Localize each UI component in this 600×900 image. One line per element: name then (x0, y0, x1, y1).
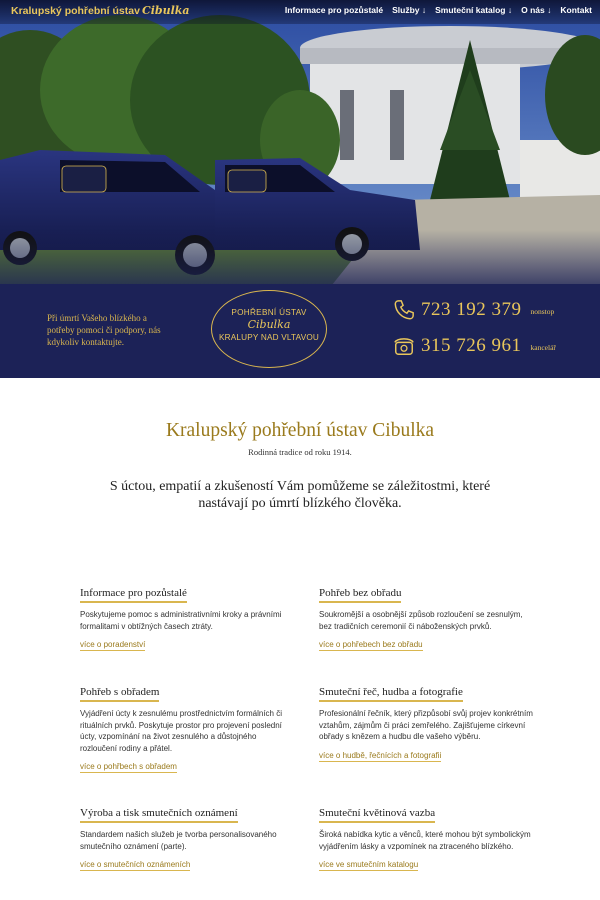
phone-number-office[interactable]: 315 726 961 (421, 335, 522, 356)
seal-line-3: KRALUPY NAD VLTAVOU (218, 333, 320, 342)
seal-line-1: POHŘEBNÍ ÚSTAV (231, 308, 307, 317)
brand-name: Kralupský pohřební ústav (11, 5, 140, 17)
service-link[interactable]: více o poradenství (80, 640, 146, 649)
phone-label-office: kancelář (530, 342, 556, 352)
service-text: Soukromější a osobnější způsob rozloučení se zesnulým, bez tradičních ceremonií či náboženských prvků. (319, 610, 523, 631)
service-title: Pohřeb bez obřadu (319, 587, 401, 603)
phone-nonstop[interactable] (393, 299, 554, 321)
company-seal (211, 290, 327, 368)
service-text: Profesionální řečník, který přizpůsobí svůj projev konkrétním vztahům, zájmům či práci zemřelého. Zajišťujeme církevní obřady s knězem a hudbu dle vašeho výběru. (319, 709, 533, 741)
service-link[interactable]: více o smutečních oznámeních (80, 860, 191, 869)
service-link[interactable]: více o hudbě, řečnících a fotografii (319, 750, 442, 760)
brand-name-italic: Cibulka (141, 4, 190, 17)
main-menu (285, 5, 592, 15)
page-title: Kralupský pohřební ústav Cibulka (165, 420, 435, 441)
phone-number-nonstop[interactable]: 723 192 379 (421, 299, 522, 320)
service-link[interactable]: více ve smutečním katalogu (319, 860, 419, 869)
menu-item-katalog[interactable]: Smuteční katalog ↓ (435, 5, 513, 15)
service-title: Smuteční květinová vazba (319, 807, 435, 823)
menu-item-informace[interactable]: Informace pro pozůstalé (284, 5, 384, 15)
menu-item-o-nas[interactable]: O nás ↓ (521, 5, 552, 15)
service-text: Široká nabídka kytic a věnců, které mohou být symbolickým vyjádřením lásky a vzpomínek na ztraceného blízkého. (319, 830, 531, 851)
service-title: Výroba a tisk smutečních oznámení (80, 807, 238, 823)
mobile-phone-icon (393, 299, 415, 321)
phone-office[interactable] (393, 335, 556, 357)
service-card-bez-obradu (319, 583, 534, 652)
menu-item-kontakt[interactable]: Kontakt (560, 5, 592, 15)
service-title: Smuteční řeč, hudba a fotografie (319, 686, 463, 702)
service-card-s-obradem (80, 682, 295, 774)
phone-label-nonstop: nonstop (530, 306, 555, 316)
lead-text: S úctou, empatií a zkušeností Vám pomůžeme se záležitostmi, které nastávají po úmrtí blízkého člověka. (109, 479, 491, 511)
landline-phone-icon (393, 335, 415, 357)
service-title: Informace pro pozůstalé (80, 587, 187, 603)
page-subtitle: Rodinná tradice od roku 1914. (248, 447, 352, 457)
service-card-oznameni (80, 803, 295, 872)
menu-item-sluzby[interactable]: Služby ↓ (392, 5, 427, 15)
seal-line-2: Cibulka (247, 318, 291, 331)
service-card-informace (80, 583, 295, 652)
service-card-kvetiny (319, 803, 534, 872)
service-text: Standardem našich služeb je tvorba personalisovaného smutečního oznámení (parte). (80, 830, 277, 851)
service-text: Poskytujeme pomoc s administrativními kroky a právními formalitami v obtížných časech ztráty. (80, 610, 282, 631)
service-link[interactable]: více o pohřbech s obřadem (80, 762, 177, 771)
brand-logo[interactable] (11, 4, 190, 17)
service-link[interactable]: více o pohřebech bez obřadu (319, 640, 423, 649)
top-navigation (0, 0, 600, 24)
help-text: Při úmrtí Vašeho blízkého a potřeby pomoci či podpory, nás kdykoliv kontaktujte. (47, 313, 161, 347)
service-text: Vyjádření úcty k zesnulému prostřednictvím formálních či rituálních prvků. Poskytuje prostor pro projevení poslední úcty, vzpomínání na život zesnulého a důstojného rozloučení rodiny a přátel. (80, 709, 283, 753)
service-card-rec-hudba (319, 682, 534, 763)
service-title: Pohřeb s obřadem (80, 686, 159, 702)
